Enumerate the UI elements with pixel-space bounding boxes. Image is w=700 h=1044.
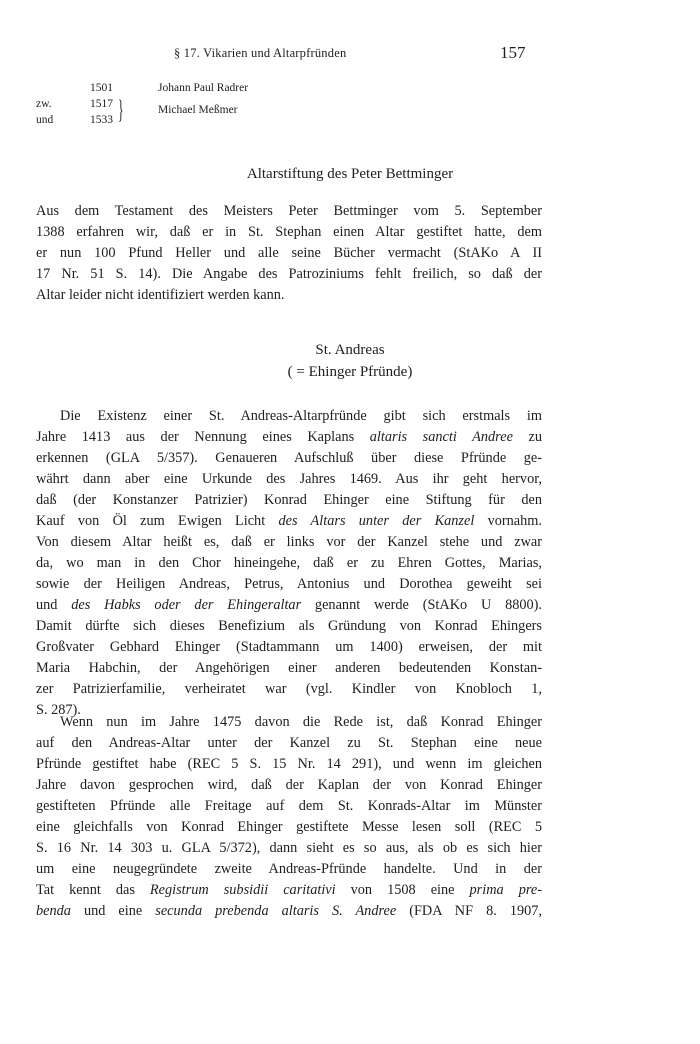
text-line: gestifteten Pfründe alle Freitage auf dem St. Konrads-Altar im Münster <box>36 798 542 814</box>
text-line: Großvater Gebhard Ehinger (Stadtammann um 1400) erweisen, der mit <box>36 639 542 655</box>
text-line: zer Patrizierfamilie, verheiratet war (vgl. Kindler von Knobloch 1, <box>36 681 542 697</box>
running-head <box>0 43 700 66</box>
text-line: Wenn nun im Jahre 1475 davon die Rede ist, daß Konrad Ehinger <box>60 714 542 730</box>
text-line: Damit dürfte sich dieses Benefizium als Gründung von Konrad Ehingers <box>36 618 542 634</box>
text-line: währt dann aber eine Urkunde des Jahres 1469. Aus ihr geht hervor, <box>36 471 542 487</box>
text-line: Jahre davon gesprochen wird, daß der Kaplan der von Konrad Ehinger <box>36 777 542 793</box>
italic-text: prima pre- <box>469 882 542 898</box>
text-line: Kauf von Öl zum Ewigen Licht des Altars unter der Kanzel vornahm. <box>36 513 542 529</box>
text-line: Altar leider nicht identifiziert werden kann. <box>36 287 285 303</box>
text-line: Pfründe gestiftet habe (REC 5 S. 15 Nr. 14 291), und wenn im gleichen <box>36 756 542 772</box>
text-line: S. 16 Nr. 14 303 u. GLA 5/372), dann sieht es so aus, als ob es sich hier <box>36 840 542 856</box>
vicar-prefix: zw. <box>36 98 52 110</box>
vicar-year: 1501 <box>90 82 113 94</box>
text-line: 17 Nr. 51 S. 14). Die Angabe des Patroziniums fehlt freilich, so daß der <box>36 266 542 282</box>
vicar-name: Johann Paul Radrer <box>158 82 249 94</box>
text-line: daß (der Konstanzer Patrizier) Konrad Ehinger eine Stiftung für den <box>36 492 542 508</box>
section-heading: St. Andreas <box>315 342 385 358</box>
running-title: § 17. Vikarien und Altarpfründen <box>174 46 347 60</box>
text-line: S. 287). <box>36 702 81 718</box>
vicar-year: 1517 <box>90 98 113 110</box>
vicar-year: 1533 <box>90 114 113 126</box>
text-line: eine gleichfalls von Konrad Ehinger gestiftete Messe lesen soll (REC 5 <box>36 819 542 835</box>
italic-text: secunda prebenda altaris S. Andree <box>155 903 397 919</box>
text-line: und des Habks oder der Ehingeraltar genannt werde (StAKo U 8800). <box>36 597 543 613</box>
paragraph <box>36 712 542 922</box>
italic-text: benda <box>36 903 71 919</box>
section-heading: Altarstiftung des Peter Bettminger <box>246 166 454 182</box>
paragraph <box>36 201 542 306</box>
text-line: um eine neugegründete zweite Andreas-Pfründe handelte. Und in der <box>36 861 542 877</box>
text-line: 1388 erfahren wir, daß er in St. Stephan einen Altar gestiftet hatte, dem <box>36 224 542 240</box>
text-line: sowie der Heiligen Andreas, Petrus, Antonius und Dorothea geweiht sei <box>36 576 542 592</box>
brace-glyph: } <box>118 95 124 124</box>
text-line: Aus dem Testament des Meisters Peter Bettminger vom 5. September <box>36 203 542 219</box>
vicar-name: Michael Meßmer <box>158 104 238 116</box>
page-number: 157 <box>500 43 526 62</box>
text-line: erkennen (GLA 5/357). Genaueren Aufschluß über diese Pfründe ge- <box>36 450 542 466</box>
text-line: Tat kennt das Registrum subsidii caritativi von 1508 eine prima pre- <box>36 882 542 898</box>
text-line: benda und eine secunda prebenda altaris S. Andree (FDA NF 8. 1907, <box>36 903 543 919</box>
italic-text: Registrum subsidii caritativi <box>149 882 336 898</box>
text-line: Von diesem Altar heißt es, daß er links vor der Kanzel stehe und zwar <box>36 534 542 550</box>
italic-text: altaris sancti Andree <box>369 429 513 445</box>
text-line: Die Existenz einer St. Andreas-Altarpfründe gibt sich erstmals im <box>60 408 542 424</box>
vicar-prefix: und <box>36 114 54 126</box>
italic-text: des Habks oder der Ehingeraltar <box>71 597 302 613</box>
vicar-list <box>0 82 700 132</box>
text-line: auf den Andreas-Altar unter der Kanzel zu St. Stephan eine neue <box>36 735 542 751</box>
italic-text: des Altars unter der Kanzel <box>278 513 475 529</box>
text-line: da, wo man in den Chor hineingehe, daß er zu Ehren Gottes, Marias, <box>36 555 542 571</box>
section-subheading: ( = Ehinger Pfründe) <box>287 364 413 380</box>
text-line: er nun 100 Pfund Heller und alle seine Bücher vermacht (StAKo A II <box>36 245 542 261</box>
text-line: Jahre 1413 aus der Nennung eines Kaplans altaris sancti Andree zu <box>36 429 542 445</box>
paragraph <box>36 406 542 721</box>
text-line: Maria Habchin, der Angehörigen einer anderen bedeutenden Konstan- <box>36 660 542 676</box>
